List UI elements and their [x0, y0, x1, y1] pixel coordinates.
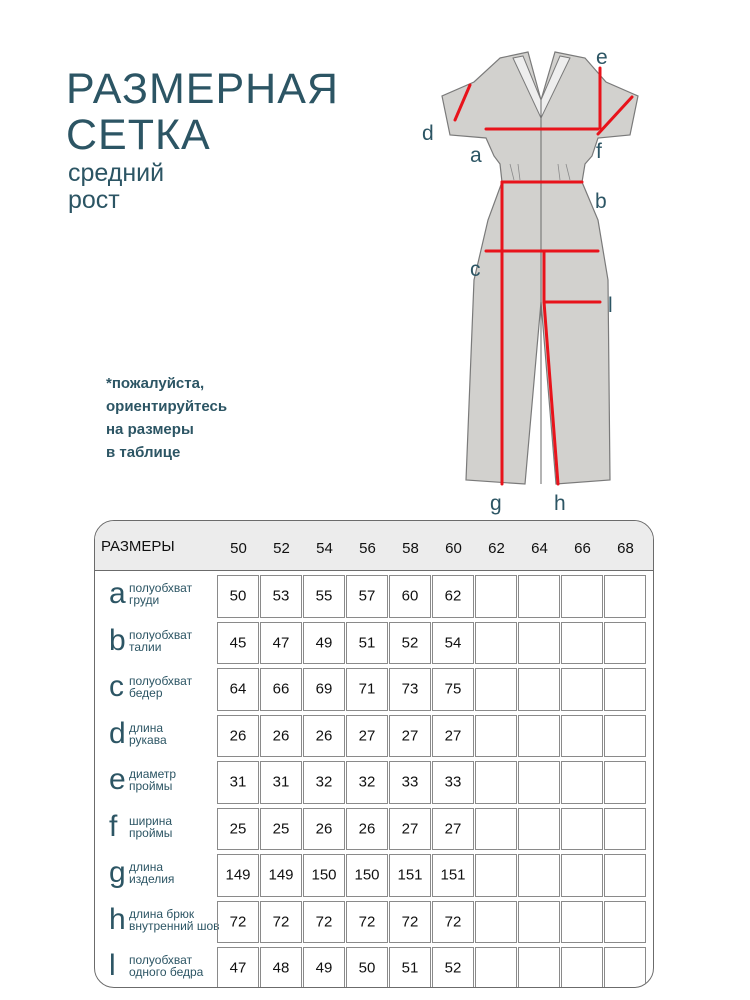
table-row-a — [95, 575, 653, 618]
table-cell — [561, 622, 603, 665]
row-description — [129, 675, 192, 699]
table-row-d — [95, 715, 653, 758]
table-cell — [389, 668, 431, 711]
cell-value: 72 — [315, 913, 333, 931]
table-cell — [475, 575, 517, 618]
jumpsuit-measurement-diagram — [410, 40, 640, 520]
table-cell — [604, 668, 646, 711]
table-cell — [432, 668, 474, 711]
cell-value: 60 — [401, 587, 419, 605]
table-cell — [432, 947, 474, 988]
table-cell — [604, 901, 646, 944]
cell-value: 26 — [358, 820, 376, 838]
table-cell — [389, 622, 431, 665]
table-cell — [346, 715, 388, 758]
cell-value: 51 — [358, 634, 376, 652]
cell-value: 33 — [401, 773, 419, 791]
row-description-line-2: бедер — [129, 686, 163, 701]
table-cell — [303, 901, 345, 944]
cell-value: 32 — [358, 773, 376, 791]
size-column-64: 64 — [531, 540, 548, 557]
row-description-line-2: рукава — [129, 732, 167, 747]
table-cell — [475, 854, 517, 897]
cell-value: 31 — [229, 773, 247, 791]
row-description — [129, 861, 174, 885]
measure-label-c: c — [470, 258, 481, 281]
cell-value: 48 — [272, 959, 290, 977]
cell-value: 64 — [229, 680, 247, 698]
measure-label-f: f — [596, 140, 602, 163]
note-line-2: ориентируйтесь — [106, 398, 228, 415]
row-letter: b — [109, 623, 126, 657]
table-cell — [260, 761, 302, 804]
sizes-header-label: РАЗМЕРЫ — [101, 538, 175, 555]
table-cell — [432, 575, 474, 618]
size-column-60: 60 — [445, 540, 462, 557]
table-cell — [217, 901, 259, 944]
size-column-58: 58 — [402, 540, 419, 557]
cell-value: 50 — [358, 959, 376, 977]
row-letter: g — [109, 856, 126, 890]
cell-value: 62 — [444, 587, 462, 605]
table-cell — [561, 808, 603, 851]
cell-value: 72 — [272, 913, 290, 931]
cell-value: 73 — [401, 680, 419, 698]
note-line-4: в таблице — [106, 444, 181, 461]
title-line-2: СЕТКА — [66, 111, 211, 159]
table-cell — [518, 808, 560, 851]
row-description-line-2: внутренний шов — [129, 918, 220, 933]
size-column-52: 52 — [273, 540, 290, 557]
page-subtitle — [68, 160, 164, 214]
table-cell — [389, 854, 431, 897]
table-row-b — [95, 622, 653, 665]
table-cell — [604, 715, 646, 758]
cell-value: 72 — [229, 913, 247, 931]
table-cell — [217, 947, 259, 988]
size-column-50: 50 — [230, 540, 247, 557]
cell-value: 51 — [401, 959, 419, 977]
table-cell — [303, 854, 345, 897]
table-cell — [432, 854, 474, 897]
table-cell — [561, 668, 603, 711]
size-column-66: 66 — [574, 540, 591, 557]
row-description-line-2: проймы — [129, 779, 173, 794]
table-cell — [518, 761, 560, 804]
measure-label-g: g — [490, 492, 502, 515]
size-table-header — [95, 521, 653, 571]
table-cell — [303, 761, 345, 804]
row-description-line-1: ширина — [129, 813, 173, 828]
row-description-line-1: полуобхват — [129, 627, 193, 642]
table-cell — [604, 761, 646, 804]
row-description — [129, 908, 220, 932]
table-cell — [518, 668, 560, 711]
table-cell — [604, 622, 646, 665]
size-note — [106, 372, 227, 464]
table-cell — [303, 808, 345, 851]
row-description-line-1: полуобхват — [129, 581, 193, 596]
row-description-line-1: длина — [129, 860, 164, 875]
table-cell — [518, 715, 560, 758]
size-column-68: 68 — [617, 540, 634, 557]
cell-value: 50 — [229, 587, 247, 605]
measure-label-e: e — [596, 46, 608, 69]
size-column-54: 54 — [316, 540, 333, 557]
measure-label-b: b — [595, 190, 607, 213]
table-cell — [260, 668, 302, 711]
subtitle-line-2: рост — [68, 186, 120, 214]
table-cell — [346, 947, 388, 988]
table-cell — [260, 715, 302, 758]
table-cell — [260, 808, 302, 851]
table-cell — [217, 575, 259, 618]
table-cell — [475, 947, 517, 988]
table-row-f — [95, 808, 653, 851]
cell-value: 47 — [272, 634, 290, 652]
table-cell — [260, 854, 302, 897]
cell-value: 45 — [229, 634, 247, 652]
table-cell — [303, 715, 345, 758]
cell-value: 25 — [229, 820, 247, 838]
cell-value: 149 — [225, 866, 251, 884]
table-cell — [217, 715, 259, 758]
table-cell — [303, 947, 345, 988]
row-description-line-2: талии — [129, 639, 162, 654]
table-cell — [260, 901, 302, 944]
cell-value: 55 — [315, 587, 333, 605]
table-cell — [346, 854, 388, 897]
table-cell — [518, 901, 560, 944]
row-description — [129, 768, 176, 792]
size-column-62: 62 — [488, 540, 505, 557]
table-cell — [561, 761, 603, 804]
row-description-line-2: изделия — [129, 872, 175, 887]
table-cell — [475, 808, 517, 851]
row-letter: h — [109, 902, 126, 936]
table-cell — [475, 715, 517, 758]
row-letter: e — [109, 763, 126, 797]
table-cell — [217, 668, 259, 711]
table-cell — [604, 808, 646, 851]
cell-value: 26 — [272, 727, 290, 745]
table-row-c — [95, 668, 653, 711]
cell-value: 150 — [354, 866, 380, 884]
cell-value: 26 — [315, 727, 333, 745]
table-row-l — [95, 947, 653, 988]
cell-value: 27 — [401, 820, 419, 838]
cell-value: 151 — [440, 866, 466, 884]
cell-value: 26 — [229, 727, 247, 745]
measure-label-a: a — [470, 144, 482, 167]
cell-value: 27 — [444, 727, 462, 745]
row-description-line-2: одного бедра — [129, 965, 204, 980]
row-letter: l — [109, 949, 116, 983]
row-description — [129, 582, 192, 606]
table-cell — [561, 715, 603, 758]
table-cell — [389, 947, 431, 988]
row-description-line-1: диаметр — [129, 767, 177, 782]
table-cell — [432, 901, 474, 944]
table-cell — [561, 575, 603, 618]
table-cell — [217, 622, 259, 665]
table-cell — [518, 575, 560, 618]
row-description-line-1: полуобхват — [129, 674, 193, 689]
note-line-1: *пожалуйста, — [106, 375, 205, 392]
row-description — [129, 954, 203, 978]
table-cell — [475, 901, 517, 944]
cell-value: 31 — [272, 773, 290, 791]
table-cell — [475, 622, 517, 665]
table-cell — [346, 761, 388, 804]
table-cell — [432, 622, 474, 665]
title-line-1: РАЗМЕРНАЯ — [66, 65, 339, 113]
table-cell — [217, 854, 259, 897]
cell-value: 150 — [311, 866, 337, 884]
row-description-line-1: длина брюк — [129, 906, 195, 921]
table-cell — [217, 808, 259, 851]
page-title — [66, 66, 339, 158]
measure-label-d: d — [422, 122, 434, 145]
measure-label-h: h — [554, 492, 566, 515]
table-cell — [518, 854, 560, 897]
table-cell — [561, 901, 603, 944]
table-cell — [604, 854, 646, 897]
cell-value: 72 — [401, 913, 419, 931]
cell-value: 27 — [401, 727, 419, 745]
table-row-h — [95, 901, 653, 944]
cell-value: 151 — [397, 866, 423, 884]
cell-value: 53 — [272, 587, 290, 605]
cell-value: 27 — [444, 820, 462, 838]
size-table — [94, 520, 654, 988]
table-cell — [604, 947, 646, 988]
cell-value: 25 — [272, 820, 290, 838]
cell-value: 47 — [229, 959, 247, 977]
cell-value: 66 — [272, 680, 290, 698]
note-line-3: на размеры — [106, 421, 194, 438]
size-column-56: 56 — [359, 540, 376, 557]
row-letter: a — [109, 577, 126, 611]
cell-value: 72 — [358, 913, 376, 931]
cell-value: 32 — [315, 773, 333, 791]
cell-value: 71 — [358, 680, 376, 698]
row-description-line-2: груди — [129, 593, 160, 608]
measure-label-l: l — [608, 294, 613, 317]
cell-value: 27 — [358, 727, 376, 745]
cell-value: 52 — [401, 634, 419, 652]
table-cell — [475, 761, 517, 804]
table-cell — [432, 761, 474, 804]
cell-value: 49 — [315, 634, 333, 652]
table-cell — [346, 901, 388, 944]
cell-value: 57 — [358, 587, 376, 605]
cell-value: 75 — [444, 680, 462, 698]
table-cell — [303, 622, 345, 665]
table-cell — [346, 808, 388, 851]
cell-value: 149 — [268, 866, 294, 884]
cell-value: 33 — [444, 773, 462, 791]
table-cell — [346, 575, 388, 618]
table-cell — [561, 854, 603, 897]
table-cell — [260, 947, 302, 988]
row-letter: c — [109, 670, 124, 704]
row-letter: f — [109, 809, 118, 843]
table-cell — [389, 761, 431, 804]
table-cell — [260, 622, 302, 665]
row-description — [129, 722, 167, 746]
table-cell — [303, 575, 345, 618]
cell-value: 72 — [444, 913, 462, 931]
table-cell — [475, 668, 517, 711]
subtitle-line-1: средний — [68, 159, 165, 187]
row-description — [129, 629, 192, 653]
cell-value: 26 — [315, 820, 333, 838]
table-row-g — [95, 854, 653, 897]
row-description-line-1: длина — [129, 720, 164, 735]
table-cell — [604, 575, 646, 618]
table-row-e — [95, 761, 653, 804]
table-cell — [389, 808, 431, 851]
row-description-line-2: проймы — [129, 825, 173, 840]
row-description-line-1: полуобхват — [129, 953, 193, 968]
table-cell — [346, 622, 388, 665]
table-cell — [432, 808, 474, 851]
table-cell — [389, 575, 431, 618]
row-description — [129, 815, 172, 839]
cell-value: 69 — [315, 680, 333, 698]
table-cell — [518, 947, 560, 988]
cell-value: 54 — [444, 634, 462, 652]
table-cell — [389, 901, 431, 944]
table-cell — [346, 668, 388, 711]
table-cell — [432, 715, 474, 758]
table-cell — [518, 622, 560, 665]
table-cell — [303, 668, 345, 711]
row-letter: d — [109, 716, 126, 750]
table-cell — [217, 761, 259, 804]
cell-value: 52 — [444, 959, 462, 977]
table-cell — [389, 715, 431, 758]
cell-value: 49 — [315, 959, 333, 977]
table-cell — [260, 575, 302, 618]
table-cell — [561, 947, 603, 988]
